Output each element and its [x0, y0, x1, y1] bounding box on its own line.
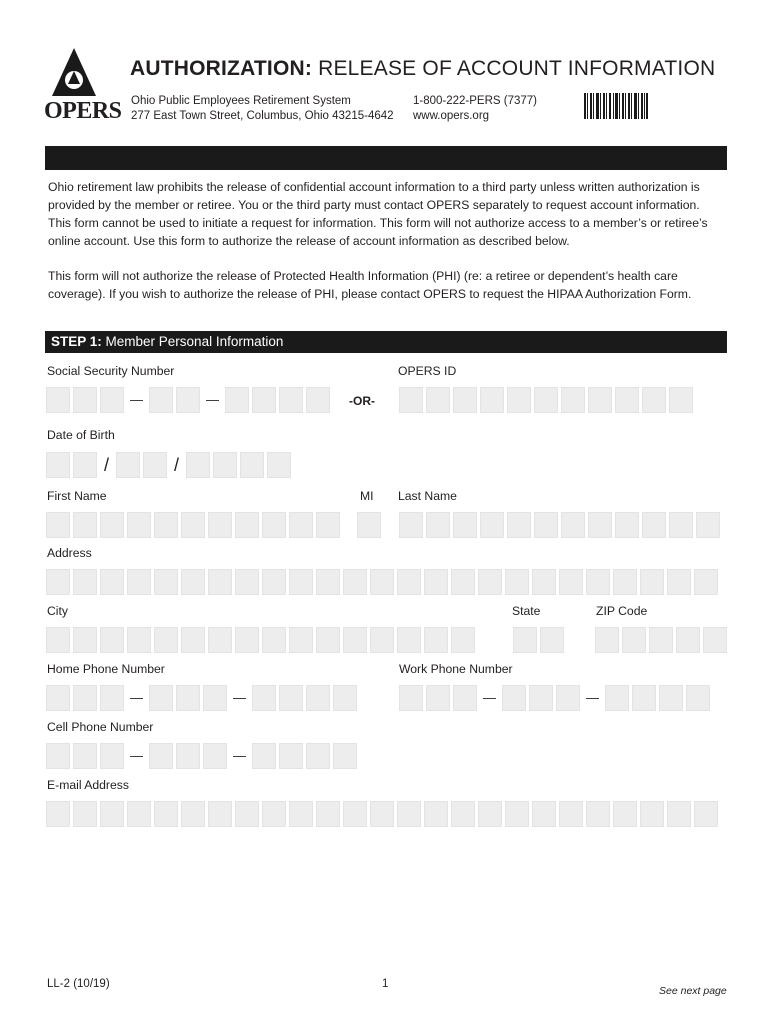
zip-field[interactable] — [595, 627, 727, 653]
step1-title: Member Personal Information — [101, 334, 284, 349]
work-phone-box[interactable] — [453, 685, 477, 711]
zip-box[interactable] — [622, 627, 646, 653]
first-name-box[interactable] — [100, 512, 124, 538]
last-name-box[interactable] — [642, 512, 666, 538]
address-field[interactable] — [46, 569, 718, 595]
dob-day-box[interactable] — [116, 452, 140, 478]
last-name-field[interactable] — [399, 512, 720, 538]
email-box[interactable] — [208, 801, 232, 827]
cell-phone-box[interactable] — [176, 743, 200, 769]
ssn-digit-box[interactable] — [252, 387, 276, 413]
first-name-box[interactable] — [262, 512, 286, 538]
zip-box[interactable] — [649, 627, 673, 653]
email-box[interactable] — [505, 801, 529, 827]
dob-year-box[interactable] — [186, 452, 210, 478]
city-box[interactable] — [100, 627, 124, 653]
form-code: LL-2 (10/19) — [47, 978, 110, 990]
work-phone-box[interactable] — [426, 685, 450, 711]
home-phone-box[interactable] — [149, 685, 173, 711]
email-box[interactable] — [559, 801, 583, 827]
first-name-box[interactable] — [46, 512, 70, 538]
email-box[interactable] — [451, 801, 475, 827]
dob-month-box[interactable] — [46, 452, 70, 478]
dob-slash: / — [104, 455, 110, 475]
address-box[interactable] — [640, 569, 664, 595]
email-box[interactable] — [154, 801, 178, 827]
email-box[interactable] — [73, 801, 97, 827]
address-box[interactable] — [127, 569, 151, 595]
last-name-box[interactable] — [507, 512, 531, 538]
cell-phone-label: Cell Phone Number — [47, 720, 154, 734]
step1-label: STEP 1: — [51, 334, 102, 349]
email-field[interactable] — [46, 801, 718, 827]
city-box[interactable] — [424, 627, 448, 653]
address-box[interactable] — [505, 569, 529, 595]
opers-id-box[interactable] — [669, 387, 693, 413]
work-phone-box[interactable] — [605, 685, 629, 711]
state-field[interactable] — [513, 627, 564, 653]
cell-phone-box[interactable] — [100, 743, 124, 769]
barcode-icon — [584, 93, 648, 119]
email-box[interactable] — [343, 801, 367, 827]
address-box[interactable] — [586, 569, 610, 595]
last-name-box[interactable] — [696, 512, 720, 538]
last-name-box[interactable] — [615, 512, 639, 538]
last-name-box[interactable] — [669, 512, 693, 538]
last-name-box[interactable] — [426, 512, 450, 538]
address-box[interactable] — [100, 569, 124, 595]
city-box[interactable] — [370, 627, 394, 653]
opers-id-box[interactable] — [588, 387, 612, 413]
city-box[interactable] — [289, 627, 313, 653]
email-box[interactable] — [424, 801, 448, 827]
opers-id-box[interactable] — [642, 387, 666, 413]
email-label: E-mail Address — [47, 778, 129, 792]
zip-box[interactable] — [595, 627, 619, 653]
opers-id-box[interactable] — [561, 387, 585, 413]
zip-box[interactable] — [676, 627, 700, 653]
city-box[interactable] — [397, 627, 421, 653]
work-phone-box[interactable] — [659, 685, 683, 711]
address-box[interactable] — [667, 569, 691, 595]
address-box[interactable] — [46, 569, 70, 595]
address-box[interactable] — [208, 569, 232, 595]
home-phone-box[interactable] — [176, 685, 200, 711]
last-name-box[interactable] — [399, 512, 423, 538]
email-box[interactable] — [46, 801, 70, 827]
work-phone-box[interactable] — [502, 685, 526, 711]
opers-id-box[interactable] — [453, 387, 477, 413]
address-box[interactable] — [559, 569, 583, 595]
mi-field[interactable] — [357, 512, 381, 538]
home-phone-dash: — — [130, 690, 143, 705]
opers-triangle-icon — [44, 44, 130, 100]
first-name-box[interactable] — [235, 512, 259, 538]
cell-phone-box[interactable] — [46, 743, 70, 769]
ssn-field[interactable] — [46, 387, 330, 413]
home-phone-box[interactable] — [252, 685, 276, 711]
first-name-box[interactable] — [127, 512, 151, 538]
home-phone-box[interactable] — [100, 685, 124, 711]
email-box[interactable] — [235, 801, 259, 827]
last-name-box[interactable] — [453, 512, 477, 538]
form-title-rest: RELEASE OF ACCOUNT INFORMATION — [312, 57, 716, 80]
org-address: 277 East Town Street, Columbus, Ohio 43215-4642 — [131, 110, 394, 122]
city-box[interactable] — [73, 627, 97, 653]
address-box[interactable] — [370, 569, 394, 595]
barcode — [584, 93, 648, 119]
address-box[interactable] — [424, 569, 448, 595]
home-phone-box[interactable] — [203, 685, 227, 711]
first-name-label: First Name — [47, 489, 107, 503]
dob-label: Date of Birth — [47, 428, 115, 442]
dob-day-box[interactable] — [143, 452, 167, 478]
or-separator: -OR- — [349, 394, 375, 408]
email-box[interactable] — [640, 801, 664, 827]
dob-slash: / — [174, 455, 180, 475]
work-phone-field[interactable] — [399, 685, 710, 711]
address-box[interactable] — [451, 569, 475, 595]
email-box[interactable] — [262, 801, 286, 827]
dob-field[interactable] — [46, 452, 291, 478]
city-box[interactable] — [127, 627, 151, 653]
home-phone-label: Home Phone Number — [47, 662, 165, 676]
city-box[interactable] — [46, 627, 70, 653]
email-box[interactable] — [100, 801, 124, 827]
cell-phone-box[interactable] — [279, 743, 303, 769]
state-label: State — [512, 604, 541, 618]
email-box[interactable] — [532, 801, 556, 827]
email-box[interactable] — [397, 801, 421, 827]
email-box[interactable] — [694, 801, 718, 827]
home-phone-box[interactable] — [279, 685, 303, 711]
address-box[interactable] — [532, 569, 556, 595]
zip-box[interactable] — [703, 627, 727, 653]
address-box[interactable] — [397, 569, 421, 595]
first-name-box[interactable] — [208, 512, 232, 538]
address-box[interactable] — [73, 569, 97, 595]
opers-id-field[interactable] — [399, 387, 693, 413]
address-box[interactable] — [694, 569, 718, 595]
ssn-label: Social Security Number — [47, 364, 175, 378]
opers-id-box[interactable] — [426, 387, 450, 413]
work-phone-dash: — — [586, 690, 599, 705]
last-name-label: Last Name — [398, 489, 457, 503]
opers-id-box[interactable] — [615, 387, 639, 413]
city-box[interactable] — [181, 627, 205, 653]
step1-header — [45, 331, 727, 353]
ssn-digit-box[interactable] — [100, 387, 124, 413]
work-phone-dash: — — [483, 690, 496, 705]
work-phone-label: Work Phone Number — [399, 662, 513, 676]
email-box[interactable] — [478, 801, 502, 827]
home-phone-box[interactable] — [73, 685, 97, 711]
form-title — [130, 57, 715, 81]
address-box[interactable] — [181, 569, 205, 595]
last-name-box[interactable] — [561, 512, 585, 538]
home-phone-box[interactable] — [333, 685, 357, 711]
first-name-box[interactable] — [73, 512, 97, 538]
ssn-digit-box[interactable] — [306, 387, 330, 413]
org-name: Ohio Public Employees Retirement System — [131, 95, 351, 107]
work-phone-box[interactable] — [399, 685, 423, 711]
ssn-digit-box[interactable] — [46, 387, 70, 413]
ssn-digit-box[interactable] — [73, 387, 97, 413]
dob-month-box[interactable] — [73, 452, 97, 478]
opers-id-box[interactable] — [399, 387, 423, 413]
city-box[interactable] — [154, 627, 178, 653]
cell-phone-dash: — — [233, 748, 246, 763]
cell-phone-box[interactable] — [333, 743, 357, 769]
cell-phone-field[interactable] — [46, 743, 357, 769]
city-box[interactable] — [235, 627, 259, 653]
address-box[interactable] — [154, 569, 178, 595]
zip-label: ZIP Code — [596, 604, 648, 618]
home-phone-dash: — — [233, 690, 246, 705]
ssn-dash: — — [130, 392, 143, 407]
opers-id-box[interactable] — [534, 387, 558, 413]
city-label: City — [47, 604, 68, 618]
email-box[interactable] — [181, 801, 205, 827]
cell-phone-box[interactable] — [149, 743, 173, 769]
home-phone-field[interactable] — [46, 685, 357, 711]
home-phone-box[interactable] — [306, 685, 330, 711]
contact-info — [413, 94, 537, 124]
ssn-digit-box[interactable] — [176, 387, 200, 413]
dob-year-box[interactable] — [240, 452, 264, 478]
see-next-page: See next page — [659, 985, 727, 997]
opers-logo — [44, 44, 130, 124]
address-box[interactable] — [478, 569, 502, 595]
state-box[interactable] — [513, 627, 537, 653]
address-box[interactable] — [262, 569, 286, 595]
intro-paragraph-1: Ohio retirement law prohibits the release of confidential account information to a third party unless written authorization is provided by the member or retiree. You or the third party must contact OPERS separately to request account information. This form cannot be used to initiate a request for information. This form will not authorize access to a member’s or retiree’s online account. Use this form to authorize the release of account information as described below. — [48, 180, 708, 248]
cell-phone-box[interactable] — [306, 743, 330, 769]
org-info — [131, 94, 394, 124]
city-box[interactable] — [343, 627, 367, 653]
city-box[interactable] — [451, 627, 475, 653]
cell-phone-dash: — — [130, 748, 143, 763]
cell-phone-box[interactable] — [203, 743, 227, 769]
address-box[interactable] — [289, 569, 313, 595]
form-title-bold: AUTHORIZATION: — [130, 57, 313, 80]
dob-year-box[interactable] — [267, 452, 291, 478]
city-box[interactable] — [208, 627, 232, 653]
address-box[interactable] — [235, 569, 259, 595]
ssn-digit-box[interactable] — [279, 387, 303, 413]
city-field[interactable] — [46, 627, 475, 653]
state-box[interactable] — [540, 627, 564, 653]
work-phone-box[interactable] — [529, 685, 553, 711]
email-box[interactable] — [289, 801, 313, 827]
cell-phone-box[interactable] — [73, 743, 97, 769]
opers-id-label: OPERS ID — [398, 364, 457, 378]
email-box[interactable] — [613, 801, 637, 827]
contact-website[interactable]: www.opers.org — [413, 110, 490, 122]
header-divider-bar — [45, 146, 727, 170]
work-phone-box[interactable] — [632, 685, 656, 711]
mi-label: MI — [360, 489, 374, 503]
first-name-field[interactable] — [46, 512, 340, 538]
address-box[interactable] — [316, 569, 340, 595]
work-phone-box[interactable] — [686, 685, 710, 711]
address-box[interactable] — [613, 569, 637, 595]
first-name-box[interactable] — [316, 512, 340, 538]
home-phone-box[interactable] — [46, 685, 70, 711]
email-box[interactable] — [370, 801, 394, 827]
city-box[interactable] — [262, 627, 286, 653]
address-box[interactable] — [343, 569, 367, 595]
first-name-box[interactable] — [289, 512, 313, 538]
email-box[interactable] — [127, 801, 151, 827]
email-box[interactable] — [316, 801, 340, 827]
cell-phone-box[interactable] — [252, 743, 276, 769]
intro-paragraph-2: This form will not authorize the release of Protected Health Information (PHI) (re: a retiree or dependent’s health care coverage). If you wish to authorize the release of PHI, please contact OPERS to request the HIPAA Authorization Form. — [48, 269, 692, 301]
email-box[interactable] — [586, 801, 610, 827]
contact-phone: 1-800-222-PERS (7377) — [413, 95, 538, 107]
opers-id-box[interactable] — [507, 387, 531, 413]
last-name-box[interactable] — [588, 512, 612, 538]
city-box[interactable] — [316, 627, 340, 653]
ssn-digit-box[interactable] — [149, 387, 173, 413]
first-name-box[interactable] — [181, 512, 205, 538]
work-phone-box[interactable] — [556, 685, 580, 711]
page-number: 1 — [382, 978, 389, 990]
address-label: Address — [47, 546, 92, 560]
first-name-box[interactable] — [154, 512, 178, 538]
ssn-digit-box[interactable] — [225, 387, 249, 413]
opers-id-box[interactable] — [480, 387, 504, 413]
logo-wordmark: OPERS — [44, 98, 122, 124]
mi-box[interactable] — [357, 512, 381, 538]
dob-year-box[interactable] — [213, 452, 237, 478]
email-box[interactable] — [667, 801, 691, 827]
last-name-box[interactable] — [480, 512, 504, 538]
last-name-box[interactable] — [534, 512, 558, 538]
ssn-dash: — — [206, 392, 219, 407]
